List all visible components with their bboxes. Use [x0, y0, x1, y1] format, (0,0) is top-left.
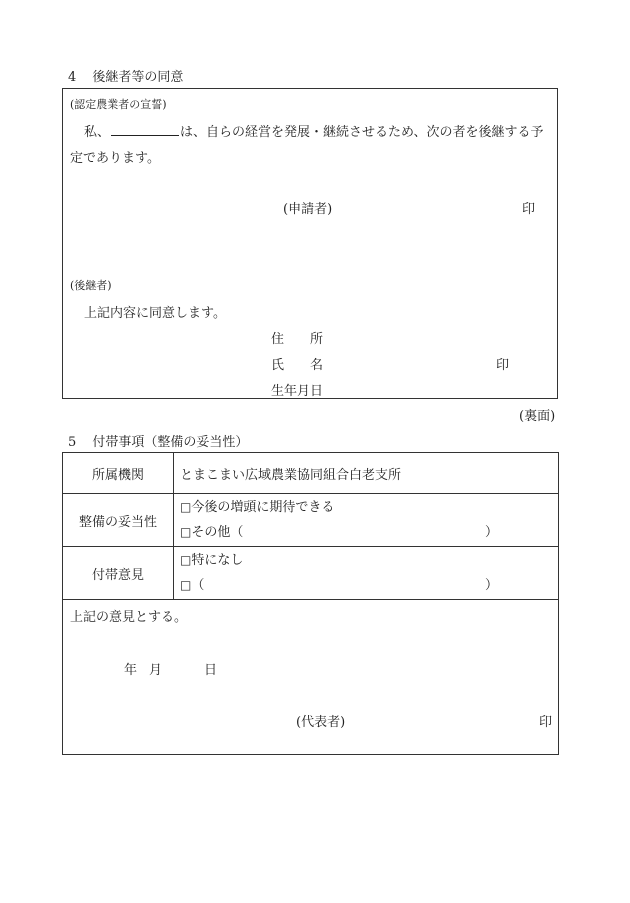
opinion-cell — [63, 600, 559, 755]
checkbox-icon[interactable]: □ — [180, 553, 192, 567]
validity-options — [174, 494, 559, 547]
section4-heading — [68, 66, 183, 85]
validity-option-1[interactable]: □今後の増頭に期待できる — [180, 500, 335, 515]
consent-text: 上記内容に同意します。 — [84, 306, 226, 321]
declaration-line2: 定であります。 — [70, 151, 160, 166]
representative-seal: 印 — [539, 715, 553, 730]
name-blank-line — [111, 123, 179, 136]
affiliation-label: 所属機関 — [63, 453, 174, 494]
validity-label: 整備の妥当性 — [63, 494, 174, 547]
section5-number: 5 — [68, 435, 77, 450]
address-label: 住 所 — [271, 332, 324, 347]
remarks-option-1[interactable]: □特になし — [180, 553, 244, 568]
checkbox-icon[interactable]: □ — [180, 500, 192, 514]
successor-label: (後継者) — [70, 279, 112, 292]
close-paren: ） — [485, 525, 499, 540]
affiliation-value: とまこまい広域農業協同組合白老支所 — [174, 453, 559, 494]
checkbox-icon[interactable]: □ — [180, 578, 192, 592]
section5-heading — [68, 431, 248, 450]
date-month: 月 — [149, 663, 163, 678]
opinion-text: 上記の意見とする。 — [70, 610, 188, 625]
section4-title: 後継者等の同意 — [92, 70, 184, 85]
successor-seal: 印 — [496, 358, 510, 373]
declaration-pre: 私、 — [84, 125, 111, 140]
representative-label: (代表者) — [296, 715, 346, 730]
section4-number: 4 — [68, 70, 77, 85]
name-label: 氏 名 — [271, 358, 324, 373]
section5-title: 付帯事項（整備の妥当性） — [92, 435, 249, 450]
remarks-options — [174, 547, 559, 600]
supplementary-table — [62, 452, 559, 755]
birthdate-label: 生年月日 — [271, 384, 324, 399]
date-year: 年 — [124, 663, 138, 678]
validity-row — [63, 494, 559, 547]
remarks-option-2[interactable]: □（ ） — [174, 573, 558, 598]
applicant-label: (申請者) — [283, 202, 333, 217]
date-day: 日 — [204, 663, 218, 678]
declaration-post: は、自らの経営を発展・継続させるため、次の者を後継する予 — [180, 125, 544, 140]
declaration-line1 — [84, 121, 544, 140]
validity-option-2[interactable]: □その他（ ） — [174, 520, 558, 545]
opinion-row — [63, 600, 559, 755]
applicant-seal: 印 — [522, 202, 536, 217]
declaration-label: (認定農業者の宣誓) — [70, 98, 167, 111]
page-back-label: (裏面) — [519, 409, 556, 424]
close-paren: ） — [485, 578, 499, 593]
affiliation-row — [63, 453, 559, 494]
checkbox-icon[interactable]: □ — [180, 525, 192, 539]
remarks-label: 付帯意見 — [63, 547, 174, 600]
remarks-row — [63, 547, 559, 600]
